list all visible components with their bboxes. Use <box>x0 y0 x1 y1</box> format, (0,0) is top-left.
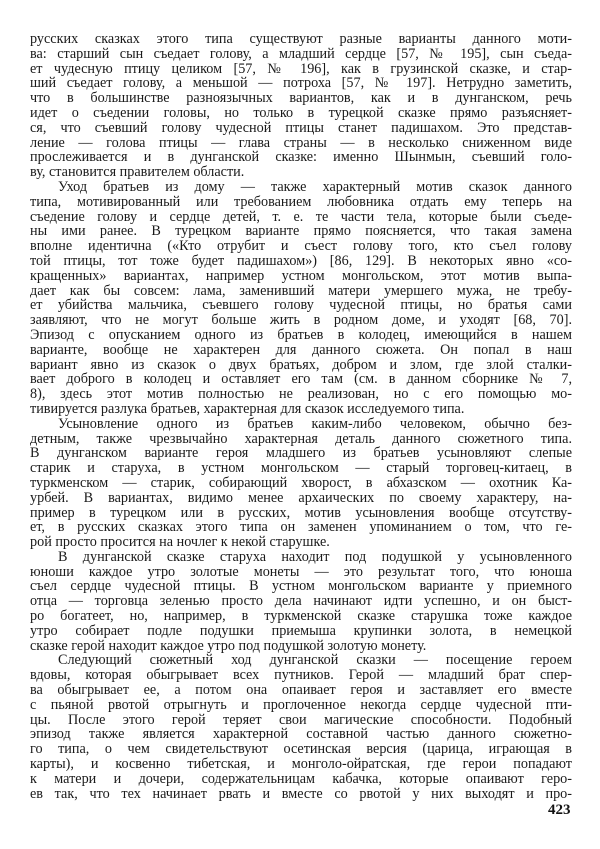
text-line: русских сказках этого типа существуют разные варианты данного моти- <box>30 31 572 47</box>
text-line: заявляют, что не могут больше жить в родном доме, и уходят [68, 70]. <box>30 312 572 329</box>
text-line: ро богатеет, но, например, в туркменской сказке старушка тоже каждое <box>30 608 572 625</box>
text-line: вариант явно из сказок о двух братьях, добром и злом, где злой сталки- <box>30 356 572 373</box>
text-line: 8), здесь этот мотив полностью не реализован, но с его помощью мо- <box>30 386 572 403</box>
text-line: Эпизод с опусканием одного из братьев в колодец, имеющийся в нашем <box>30 326 572 343</box>
text-line: ет чудесную птицу целиком [57, № 196], как в грузинской сказке, и стар- <box>30 60 572 77</box>
text-line: ет убийства мальчика, съевшего голову чудесной птицы, но братья сами <box>30 297 572 314</box>
text-line: го типа, о чем свидетельствуют осетинская версия (царица, играющая в <box>30 741 572 758</box>
text-line: дает как бы совсем: лама, заменивший матери умершего мужа, не требу- <box>30 282 572 299</box>
text-line: ший съедает голову, а меньшой — потроха [57, № 197]. Нетрудно заметить, <box>30 75 572 92</box>
text-line: Следующий сюжетный ход дунганской сказки — посещение героем <box>58 652 572 669</box>
paragraph <box>30 180 572 417</box>
text-line: цы. После этого герой теряет свои магические способности. Подобный <box>30 711 572 728</box>
text-line: урбей. В вариантах, видимо менее архаических по своему характеру, на- <box>30 489 572 506</box>
text-line: ву, становится правителем области. <box>30 164 245 181</box>
text-line: ет, в русских сказках этого типа он заменен упоминанием о том, что ге- <box>30 519 572 536</box>
text-line: тивируется разлука братьев, характерная для сказок исследуемого типа. <box>30 400 465 417</box>
text-line: утро собирает подле подушки приемыша крупинки золота, в немецкой <box>30 622 572 639</box>
text-line: съел сердце чудесной птицы. В устном монгольском варианте у приемного <box>30 578 572 595</box>
text-line: той птицы, тот тоже будет падишахом») [86, 129]. В некоторых явно «со- <box>30 252 572 269</box>
text-line: юноши каждое утро золотые монеты — это результат того, что юноша <box>30 563 572 580</box>
paragraph <box>30 550 572 654</box>
text-line: В дунганском варианте героя младшего из братьев усыновляют слепые <box>30 445 572 462</box>
text-line: идет о съедении головы, но только в турецкой сказке прямо разъясняет- <box>30 104 572 121</box>
text-line: ся, что съевший голову чудесной птицы станет падишахом. Это представ- <box>30 119 572 136</box>
text-line: с пьяной рвотой отрыгнуть и проглоченное некогда сердце чудесной пти- <box>30 696 572 713</box>
text-line: сказке герой находит каждое утро под подушкой золотую монету. <box>30 637 427 654</box>
text-line: вает доброго в колодец и оставляет его там (см. в данном сборнике № 7, <box>30 371 572 388</box>
text-line: Усыновление одного из братьев каким-либо человеком, обычно без- <box>58 415 572 432</box>
text-line: пример в турецком или в русских, мотив усыновления вообще отсутству- <box>30 504 572 521</box>
text-line: ев так, что тех начинает рвать и вместе со рвотой у них выходят и про- <box>30 785 572 802</box>
text-line: типа, мотивированный или требованием любовника отдать ему теперь на <box>30 193 572 210</box>
paragraph <box>30 653 572 801</box>
text-line: ны ими ранее. В турецком варианте прямо поясняется, что такая замена <box>30 223 572 240</box>
text-line: ление — голова птицы — глава страны — в несколько сниженном виде <box>30 134 572 151</box>
text-line: детным, также чрезвычайно характерная деталь данного сюжетного типа. <box>30 430 572 447</box>
text-line: прослеживается и в дунганской сказке: именно Шынмын, съевший голо- <box>30 149 572 166</box>
paragraph <box>30 32 572 180</box>
text-line: что в большинстве разноязычных вариантов, как и в дунганском, речь <box>30 90 572 107</box>
page-body <box>30 32 572 801</box>
text-line: рой просто просится на ночлег к некой старушке. <box>30 534 330 551</box>
text-line: варианте, вообще не характерен для данного сюжета. Он попал в наш <box>30 341 572 358</box>
text-line: съедение голову и сердце детей, т. е. те части тела, которые были съеде- <box>30 208 572 225</box>
text-line: старик и старуха, в устном монгольском — старый торговец-китаец, в <box>30 460 572 477</box>
text-line: вдовы, которая обыгрывает всех путников. Герой — младший брат спер- <box>30 667 572 684</box>
text-line: карты), и косвенно тибетская, и монголо-ойратская, где герои попадают <box>30 756 572 773</box>
paragraph <box>30 417 572 550</box>
text-line: отца — торговца зеленью просто дела начинают идти успешно, и он быст- <box>30 593 572 610</box>
text-line: ва обыгрывает ее, а потом она опаивает героя и заставляет его вместе <box>30 682 572 699</box>
text-line: В дунганской сказке старуха находит под подушкой у усыновленного <box>58 548 572 565</box>
text-line: ва: старший сын съедает голову, а младший сердце [57, № 195], сын съеда- <box>30 45 572 62</box>
text-line: кращенных» вариантах, например устном монгольском, этот мотив выпа- <box>30 267 572 284</box>
text-line: вполне идентична («Кто отрубит и съест голову того, кто съел голову <box>30 238 572 255</box>
text-line: Уход братьев из дому — также характерный мотив сказок данного <box>58 178 572 195</box>
text-line: туркменском — старик, собирающий хворост, в абхазском — охотник Ка- <box>30 474 572 491</box>
text-line: к матери и дочери, содержательницам кабачка, которые опаивают геро- <box>30 770 572 787</box>
page-number: 423 <box>548 802 571 818</box>
text-line: эпизод также является характерной составной частью данного сюжетно- <box>30 726 572 743</box>
